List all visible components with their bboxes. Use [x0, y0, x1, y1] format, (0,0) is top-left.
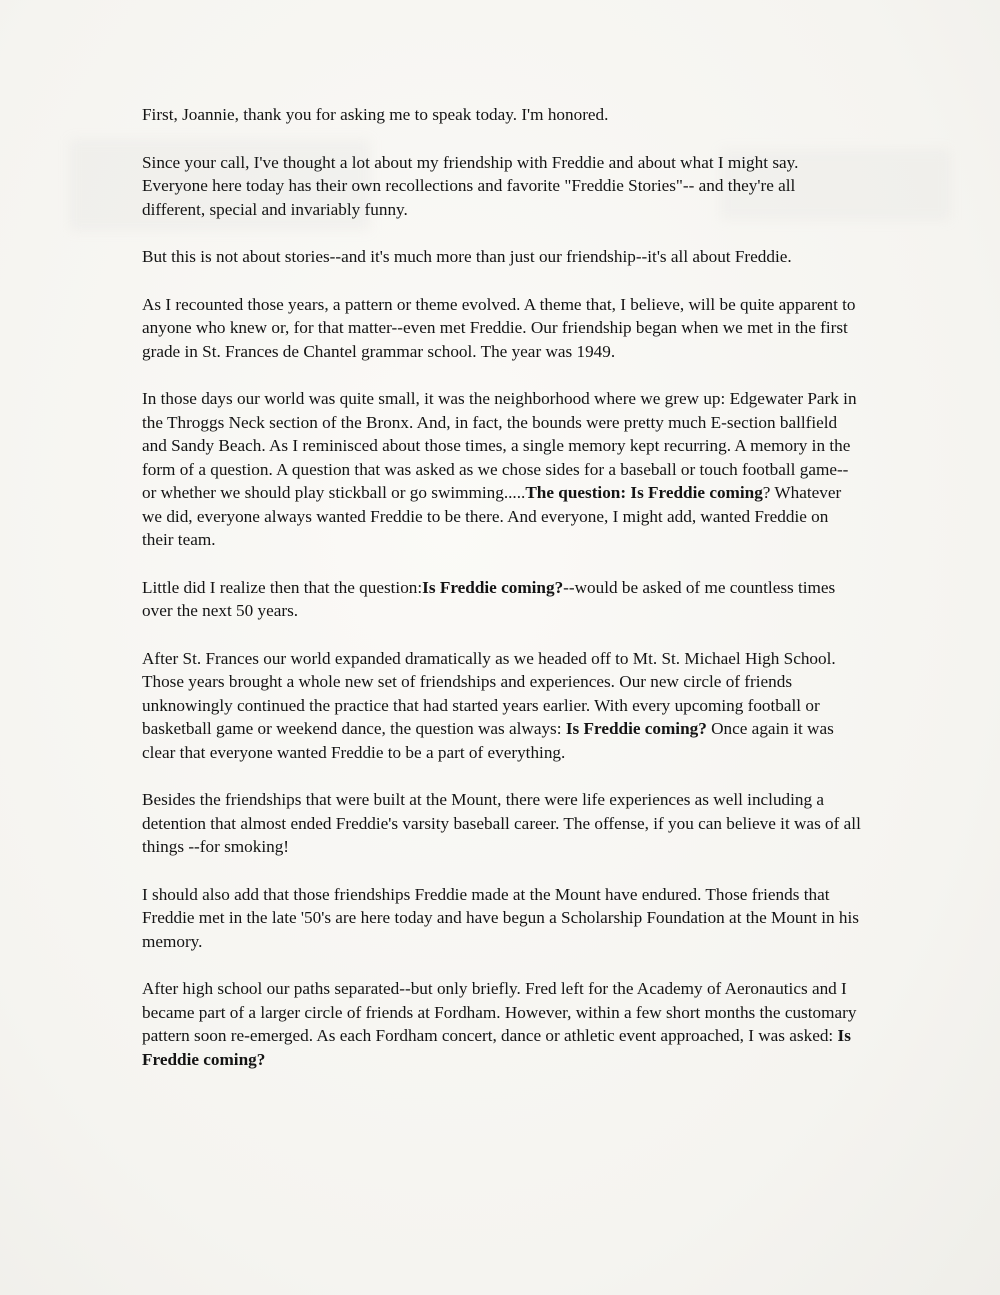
paragraph-text: I should also add that those friendships Freddie made at the Mount have endured. Those friends that Freddie met in the late '50's are here today and have begun a Scholarship Foundation at the Mount in his memory. — [142, 884, 859, 951]
paragraph-text: Once again it was clear that everyone wanted Freddie to be a part of everything. — [142, 719, 834, 762]
paragraph-text: Little did I realize then that the question: — [142, 577, 423, 597]
bold-question: The question: Is Freddie coming — [525, 483, 763, 502]
paragraph — [142, 103, 862, 127]
paragraph-text: Besides the friendships that were built at the Mount, there were life experiences as well including a detention that almost ended Freddie's varsity baseball career. The offense, if you can believe it was of all things --for smoking! — [142, 790, 861, 856]
letter-body — [142, 103, 862, 1095]
paragraph — [142, 387, 862, 552]
paragraph — [142, 788, 862, 859]
paragraph — [142, 151, 862, 222]
bold-question: Is Freddie coming? — [565, 719, 707, 738]
paragraph-text: Since your call, I've thought a lot about my friendship with Freddie and about what I might say. Everyone here today has their own recollections and favorite "Freddie Stories"-- and they're all different, special and invariably funny. — [142, 152, 799, 219]
paragraph — [142, 293, 862, 364]
paragraph — [142, 647, 862, 765]
paragraph-text: As I recounted those years, a pattern or theme evolved. A theme that, I believe, will be quite apparent to anyone who knew or, for that matter--even met Freddie. Our friendship began when we met in the first grade in St. Frances de Chantel grammar school. The year was 1949. — [142, 294, 856, 361]
paragraph-text: ? Whatever we did, everyone always wanted Freddie to be there. And everyone, I might add, wanted Freddie on their team. — [142, 483, 842, 549]
paragraph — [142, 883, 862, 954]
paragraph — [142, 245, 862, 269]
paragraph-text: --would be asked of me countless times over the next 50 years. — [142, 577, 836, 620]
paragraph-text: In those days our world was quite small, it was the neighborhood where we grew up: Edgewater Park in the Throggs Neck section of the Bronx. And, in fact, the bounds were pretty much E-section ballfield and Sandy Beach. As I reminisced about those times, a single memory kept recurring. A memory in the form of a question. A question that was asked as we chose sides for a baseball or touch football game--or whether we should play stickball or go swimming..... — [142, 389, 857, 502]
paragraph-text: First, Joannie, thank you for asking me to speak today. I'm honored. — [142, 105, 609, 124]
bold-question: Is Freddie coming? — [422, 577, 564, 597]
paragraph-text: But this is not about stories--and it's much more than just our friendship--it's all about Freddie. — [142, 247, 792, 266]
paragraph — [142, 977, 862, 1071]
paragraph-text: After St. Frances our world expanded dramatically as we headed off to Mt. St. Michael High School. Those years brought a whole new set of friendships and experiences. Our new circle of friends unknowingly continued the practice that had started years earlier. With every upcoming football or basketball game or weekend dance, the question was always: — [142, 648, 836, 738]
paragraph — [142, 576, 862, 623]
paragraph-text: After high school our paths separated--but only briefly. Fred left for the Academy of Aeronautics and I became part of a larger circle of friends at Fordham. However, within a few short months the customary pattern soon re-emerged. As each Fordham concert, dance or athletic event approached, I was asked: — [142, 979, 857, 1045]
bold-question: Is Freddie coming? — [142, 1026, 851, 1069]
